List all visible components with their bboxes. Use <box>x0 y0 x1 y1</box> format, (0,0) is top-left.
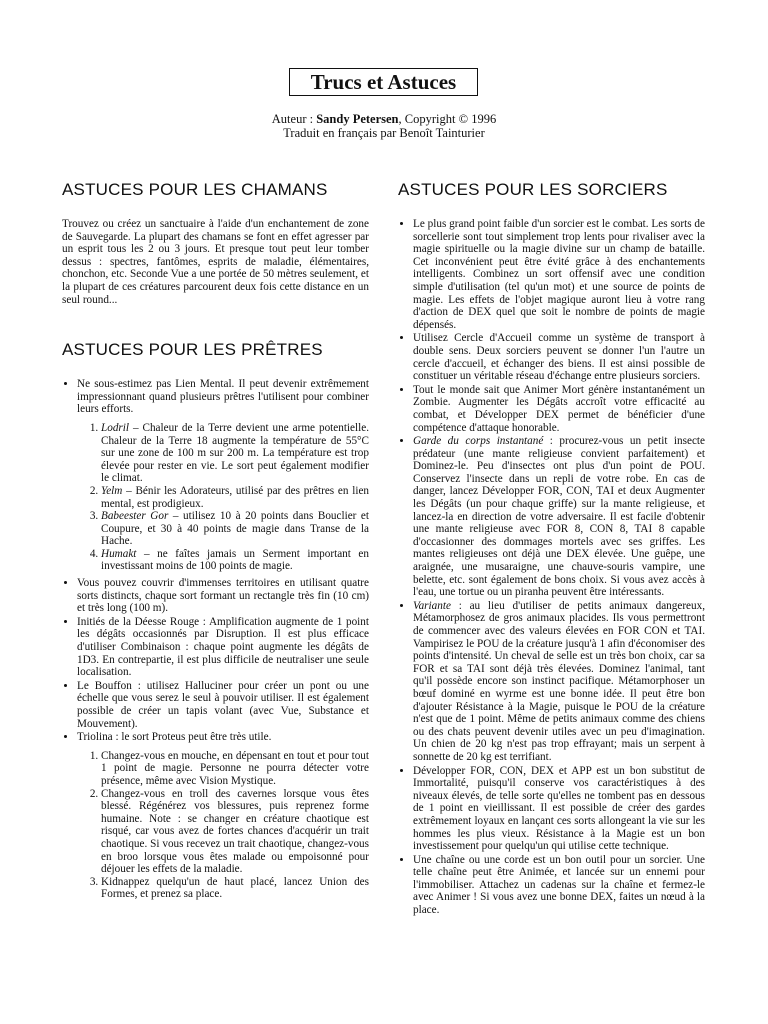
byline <box>0 112 768 140</box>
list-item: • Vous pouvez couvrir d'immenses territoires en utilisant quatre sorts distincts, chaque sort formant un rectangle très fin (10 cm) et très long (100 m). <box>77 577 369 615</box>
pretres-list <box>62 378 369 901</box>
item-text: Triolina : le sort Proteus peut être très utile. <box>77 731 272 744</box>
chamans-text: Trouvez ou créez un sanctuaire à l'aide d'un enchantement de zone de Sauvegarde. La plupart des chamans se font en effet agresser par un esprit tous les 2 ou 3 jours. Et presque tout peut leur tomber dessus : spectres, fantômes, esprits de maladie, élémentaires, chonchon, etc. Seconde Vue a une portée de 50 mètres seulement, et la plupart de ces créatures parcourent deux fois cette distance en un seul round... <box>62 218 369 306</box>
list-item <box>101 422 369 485</box>
list-item: • Initiés de la Déesse Rouge : Amplification augmente de 1 point les dégâts occasionnés par Disruption. Il est plus efficace d'utiliser Combinaison : chaque point augmente les dégâts de 1D3. En contrepartie, il est plus difficile de neutraliser une seule localisation. <box>77 616 369 679</box>
item-text: Une chaîne ou une corde est un bon outil pour un sorcier. Une telle chaîne peut être Animée, et lancée sur un ennemi pour l'immobiliser. Attachez un cadenas sur la chaîne et fermez-le avec Animer ! Si vous avez une bonne DEX, faites un nœud à la place. <box>413 853 705 917</box>
pretres-sublist-2 <box>77 750 369 901</box>
item-text: Tout le monde sait que Animer Mort génère instantanément un Zombie. Augmenter les Dégâts accroît votre efficacité au combat, et Développer DEX permet de bénéficier d'une compétence d'attaque honorable. <box>413 383 705 434</box>
list-item <box>413 384 705 434</box>
right-column <box>398 180 705 918</box>
item-lead: Garde du corps instantané <box>413 435 544 448</box>
item-text: – Chaleur de la Terre devient une arme potentielle. Chaleur de la Terre 18 augmente la température de 55°C sur une zone de 100 m sur 200 m. La température est trop élevée pour rester en vie. Le sort peut également modifier le climat. <box>101 421 369 485</box>
item-text: – Bénir les Adorateurs, utilisé par des prêtres en lien mental, est prodigieux. <box>101 484 369 510</box>
pretres-sublist-1 <box>77 422 369 573</box>
item-text: – utilisez 10 à 20 points dans Bouclier et Coupure, et 30 à 40 points de magie dans Transe de la Hache. <box>101 510 370 548</box>
item-text: Le plus grand point faible d'un sorcier est le combat. Les sorts de sorcellerie sont tout simplement trop lents pour rivaliser avec la magie spirituelle ou la magie divine sur un champ de bataille. Cet inconvénient peut être évité grâce à des enchantements intelligents. Combinez un sort offensif avec une condition simple d'utilisation (tel qu'un mot) et une source de points de magie. Les effets de l'objet magique auront lieu à votre rang d'action de DEX quel que soit le nombre de points de magie dépensés. <box>413 218 705 331</box>
list-item: 1. Changez-vous en mouche, en dépensant en tout et pour tout 1 point de magie. Personne ne pourra détecter votre présence, même avec Vision Mystique. <box>101 750 369 788</box>
cult-name: Lodril <box>101 421 129 434</box>
list-item: • Le Bouffon : utilisez Halluciner pour créer un pont ou une échelle que vous serez le seul à pouvoir utiliser. Il est également possible de créer un tapis volant (avec Vue, Substance et Mouvement). <box>77 680 369 730</box>
list-item <box>413 435 705 599</box>
list-item <box>101 548 369 573</box>
author-name: Sandy Petersen <box>316 112 399 126</box>
sorciers-heading: ASTUCES POUR LES SORCIERS <box>398 180 668 199</box>
list-item <box>101 510 369 548</box>
list-item: 3. Kidnappez quelqu'un de haut placé, lancez Union des Formes, et prenez sa place. <box>101 876 369 901</box>
cult-name: Yelm <box>101 484 123 497</box>
list-item <box>413 765 705 853</box>
author-line <box>0 112 768 126</box>
list-item <box>77 731 369 901</box>
pretres-heading: ASTUCES POUR LES PRÊTRES <box>62 340 323 360</box>
translation-line: Traduit en français par Benoît Tainturier <box>283 126 485 140</box>
item-lead: Variante <box>413 599 451 612</box>
item-text: Utilisez Cercle d'Accueil comme un système de transport à double sens. Deux sorciers peuvent se donner l'un l'autre un cercle d'accueil, et échanger des biens. Il est ainsi possible de constituer un véritable réseau d'échange entre plusieurs sorciers. <box>413 332 705 383</box>
cult-name: Babeester Gor <box>101 510 169 523</box>
list-item <box>77 378 369 573</box>
list-item: 2. Changez-vous en troll des cavernes lorsque vous êtes blessé. Régénérez vos blessures, puis reprenez forme humaine. Note : se changer en créature chaotique est risqué, car vous avez de fortes chances d'acquérir un trait chaotique. Si vous recevez un trait chaotique, changez-vous en broo lorsque vous êtes malade ou empoisonné pour déjouer les effets de la maladie. <box>101 788 369 876</box>
list-item <box>413 332 705 382</box>
list-item <box>413 218 705 331</box>
list-item <box>413 600 705 764</box>
item-text: : procurez-vous un petit insecte prédateur (une mante religieuse convient parfaitement) et Dominez-le. Peu d'insectes ont plus d'un point de POU. Conservez l'insecte dans un repli de votre robe. En cas de danger, lancez Développer FOR, CON, TAI et deux Augmenter les Dégâts (un pour chaque griffe) sur la mante religieuse, et lancez-la en direction de votre adversaire. Il est facile d'obtenir une mante religieuse avec FOR 8, CON 8, TAI 8 capable d'occasionner des dommages mortels avec ses griffes. Les mantes religieuses ont déjà une DEX élevée. Une guêpe, une araignée, une musaraigne, une chauve-souris vampire, une belette, etc. sont également de bons choix. Si vous avez accès à l'eau, une tortue ou un piranha peuvent être intéressants. <box>413 435 705 599</box>
author-label: Auteur : <box>271 112 317 126</box>
item-text: Ne sous-estimez pas Lien Mental. Il peut devenir extrêmement impressionnant quand plusieurs prêtres l'utilisent pour combiner leurs efforts. <box>77 378 369 416</box>
item-text: Développer FOR, CON, DEX et APP est un bon substitut de Immortalité, puisqu'il conserve vos caractéristiques à des niveaux élevés, de telle sorte qu'elles ne tombent pas en dessous de 1 point en vieillissant. Il est possible de créer des gardes extrêmement loyaux en lançant ces sorts allongeant la vie sur les hommes les plus vieux. Résistance à la Magie est un bon investissement pour quelqu'un qui utilise cette technique. <box>413 764 705 853</box>
list-item <box>413 854 705 917</box>
copyright: , Copyright © 1996 <box>398 112 497 126</box>
item-text: – ne faîtes jamais un Serment important en investissant moins de 100 points de magie. <box>101 547 369 573</box>
chamans-heading: ASTUCES POUR LES CHAMANS <box>62 180 328 199</box>
item-text: : au lieu d'utiliser de petits animaux dangereux, Métamorphosez de gros animaux placides. Ils vous permettront de commencer avec des valeurs élevées en FOR CON et TAI. Vampirisez le POU de la créature jusqu'à 1 afin d'économiser des points d'intensité. Un cheval de selle est un très bon choix, car sa FOR et sa TAI sont déjà très élevées. Dominez l'animal, tant qu'il possède encore son instinct pacifique. Métamorphoser un bœuf dominé en wyrme est une bonne idée. Il peut être bon d'ajouter Résistance à la Magie, puisque le POU de la créature n'est que de 1 point. Même de petits animaux comme des chiens ou des chats peuvent devenir utiles avec un peu d'imagination. Un chien de 20 kg n'est pas trop effrayant; mais un serpent à sonnette de 20 kg est terrifiant. <box>413 599 705 763</box>
left-column <box>62 180 369 905</box>
cult-name: Humakt <box>101 547 137 560</box>
page-title: Trucs et Astuces <box>289 68 478 96</box>
sorciers-list <box>398 218 705 917</box>
list-item <box>101 485 369 510</box>
